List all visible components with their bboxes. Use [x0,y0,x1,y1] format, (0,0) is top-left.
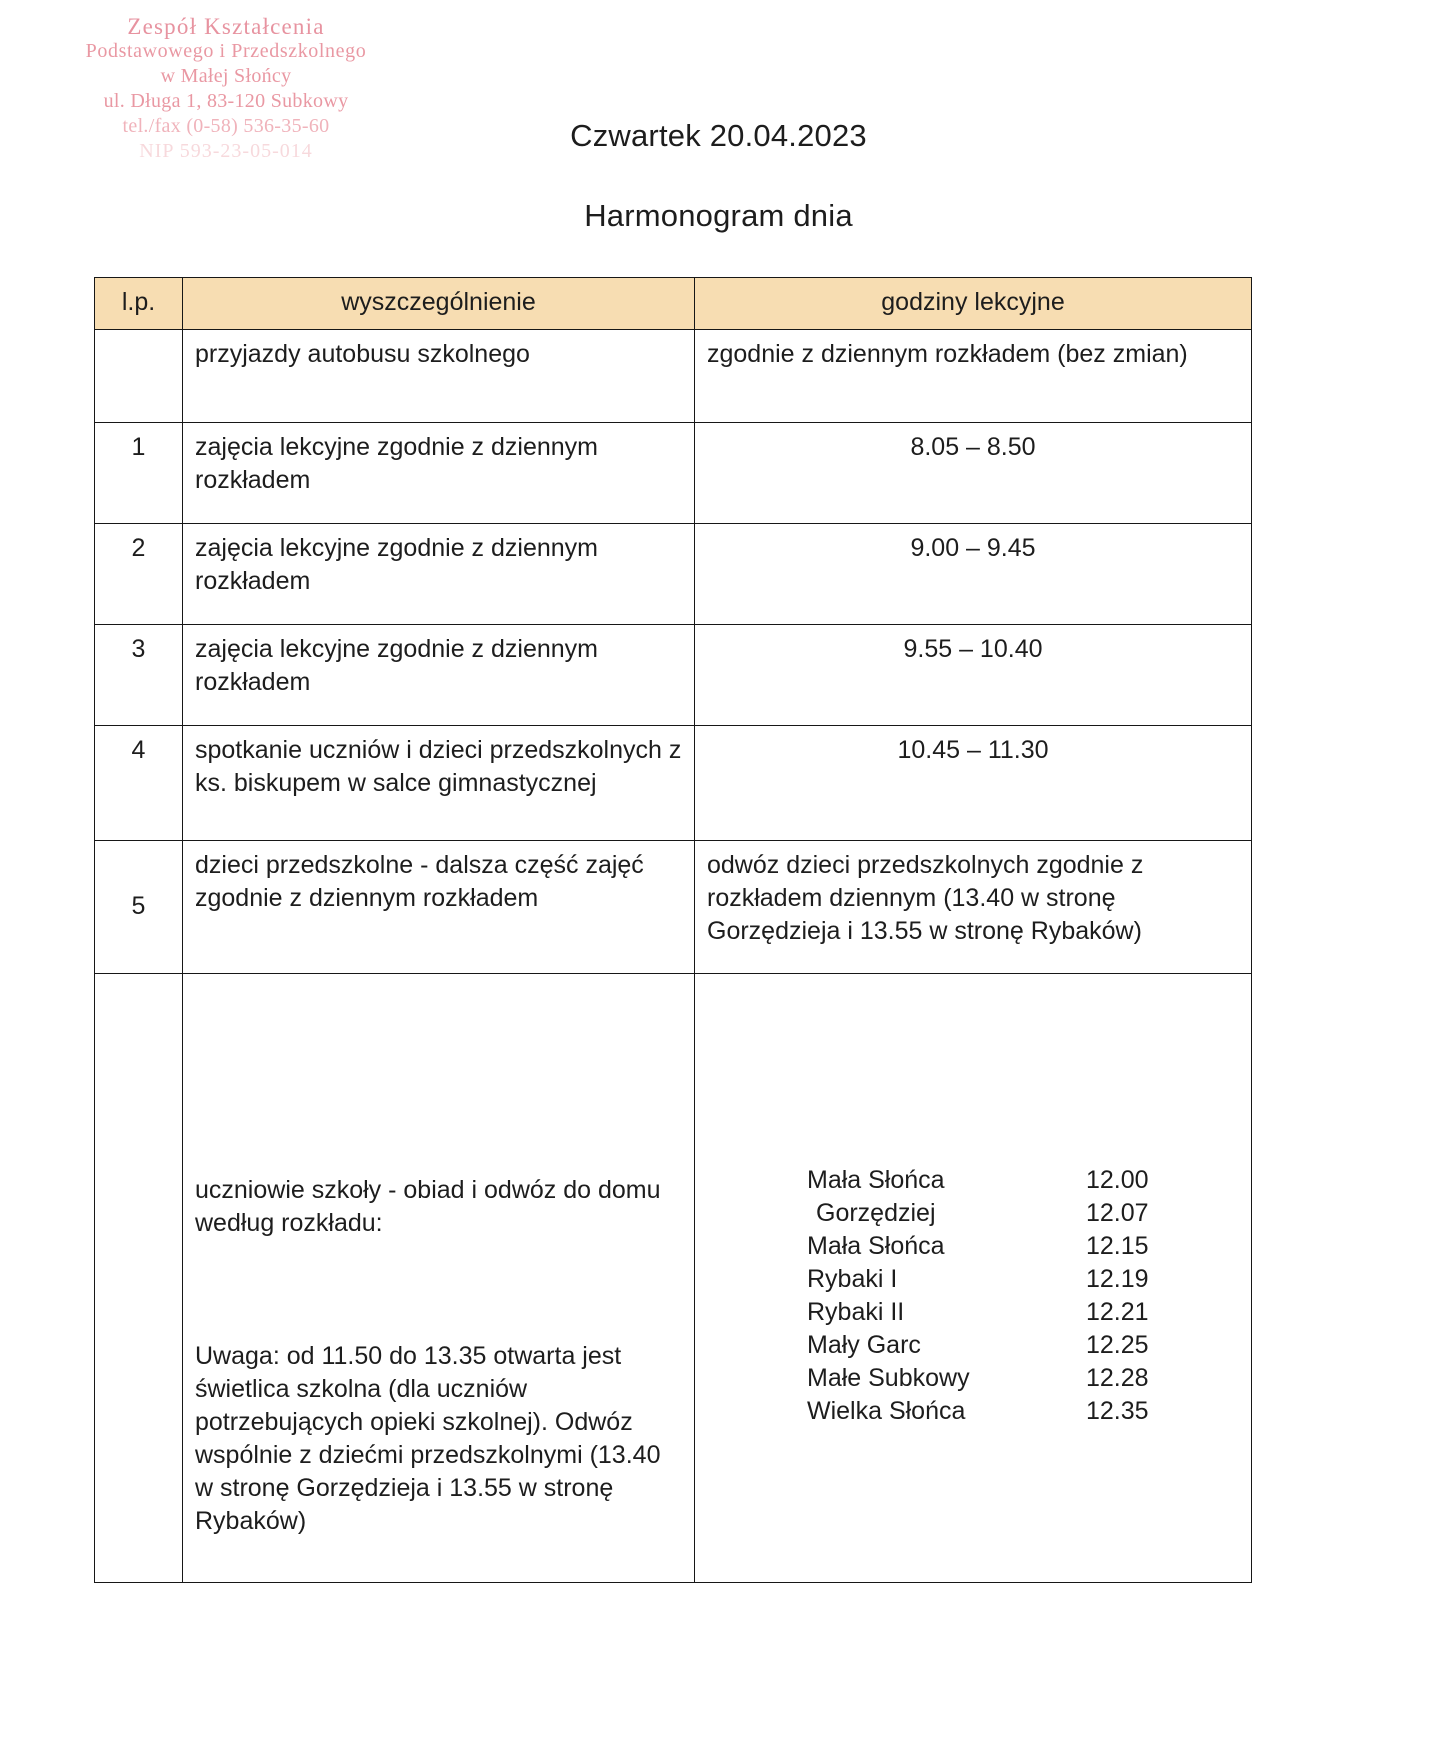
column-header-desc: wyszczególnienie [183,278,695,330]
row-hours: 8.05 – 8.50 [695,423,1252,524]
bus-stop-time: 12.35 [1086,1397,1149,1425]
table-row [95,841,1252,974]
bus-stop-row [807,1263,1206,1296]
table-head [95,278,1252,330]
row-number: 3 [95,625,183,726]
bus-stop-name: Mały Garc [807,1331,921,1359]
table-row [95,726,1252,841]
row-number: 5 [95,841,183,974]
bus-stop-row [807,1164,1206,1197]
page-title: Harmonogram dnia [584,198,853,233]
bus-stop-row [807,1230,1206,1263]
bus-stop-time: 12.28 [1086,1364,1149,1392]
bus-stop-row [807,1395,1206,1428]
row-description: spotkanie uczniów i dzieci przedszkolnych z ks. biskupem w salce gimnastycznej [183,726,695,841]
row-number: 2 [95,524,183,625]
bus-stop-time: 12.19 [1086,1265,1149,1293]
bus-stop-row [807,1329,1206,1362]
bus-stop-name: Wielka Słońca [807,1397,966,1425]
row-hours: 9.55 – 10.40 [695,625,1252,726]
bus-stop-time: 12.15 [1086,1232,1149,1260]
row-description: przyjazdy autobusu szkolnego [183,330,695,423]
bus-stop-name: Gorzędziej [816,1199,936,1227]
row-hours: 9.00 – 9.45 [695,524,1252,625]
bus-stop-name: Mała Słońca [807,1166,945,1194]
bus-stops-list [707,982,1239,1428]
table-row [95,330,1252,423]
bus-stop-name: Małe Subkowy [807,1364,970,1392]
schedule-table-wrapper [94,277,1251,1583]
table-header-row [95,278,1252,330]
bus-stop-name: Mała Słońca [807,1232,945,1260]
row-hours: 10.45 – 11.30 [695,726,1252,841]
stamp-line-4: ul. Długa 1, 83-120 Subkowy [103,90,349,112]
row-description: dzieci przedszkolne - dalsza część zajęć zgodnie z dziennym rozkładem [183,841,695,974]
row-description: zajęcia lekcyjne zgodnie z dziennym rozkładem [183,625,695,726]
bus-stop-row [807,1362,1206,1395]
bus-stops-cell [695,974,1252,1583]
bus-stop-row [807,1296,1206,1329]
stamp-line-1: Zespół Kształcenia [127,14,325,39]
transport-lead-text: uczniowie szkoły - obiad i odwóz do domu według rozkładu: [195,1176,661,1237]
schedule-table [94,277,1252,1583]
column-header-hours: godziny lekcyjne [695,278,1252,330]
row-number: 4 [95,726,183,841]
table-row [95,625,1252,726]
table-row-transport [95,974,1252,1583]
table-row [95,423,1252,524]
bus-stop-time: 12.00 [1086,1166,1149,1194]
bus-stop-time: 12.25 [1086,1331,1149,1359]
stamp-line-2: Podstawowego i Przedszkolnego [85,40,367,62]
row-description: zajęcia lekcyjne zgodnie z dziennym rozkładem [183,423,695,524]
row-hours: zgodnie z dziennym rozkładem (bez zmian) [695,330,1252,423]
stamp-line-6: NIP 593-23-05-014 [139,140,313,162]
table-row [95,524,1252,625]
transport-note-text: Uwaga: od 11.50 do 13.35 otwarta jest świetlica szkolna (dla uczniów potrzebujących opieki szkolnej). Odwóz wspólnie z dziećmi przedszkolnymi (13.40 w stronę Gorzędzieja i 13.55 w stronę Rybaków) [195,1342,661,1535]
document-date: Czwartek 20.04.2023 [570,118,867,153]
row-description: zajęcia lekcyjne zgodnie z dziennym rozkładem [183,524,695,625]
bus-stops-body [807,1164,1206,1428]
column-header-lp: l.p. [95,278,183,330]
row-number [95,974,183,1583]
stamp-line-3: w Małej Słońcy [160,65,292,87]
bus-stop-time: 12.21 [1086,1298,1149,1326]
stamp-line-5: tel./fax (0-58) 536-35-60 [122,115,330,137]
bus-stop-time: 12.07 [1086,1199,1149,1227]
table-body [95,330,1252,1583]
transport-description-cell [183,974,695,1583]
row-number [95,330,183,423]
bus-stop-row [807,1197,1206,1230]
bus-stops-table [807,1164,1206,1428]
bus-stop-name: Rybaki II [807,1298,905,1326]
row-number: 1 [95,423,183,524]
bus-stop-name: Rybaki I [807,1265,898,1293]
row-hours: odwóz dzieci przedszkolnych zgodnie z rozkładem dziennym (13.40 w stronę Gorzędzieja i 13.55 w stronę Rybaków) [695,841,1252,974]
